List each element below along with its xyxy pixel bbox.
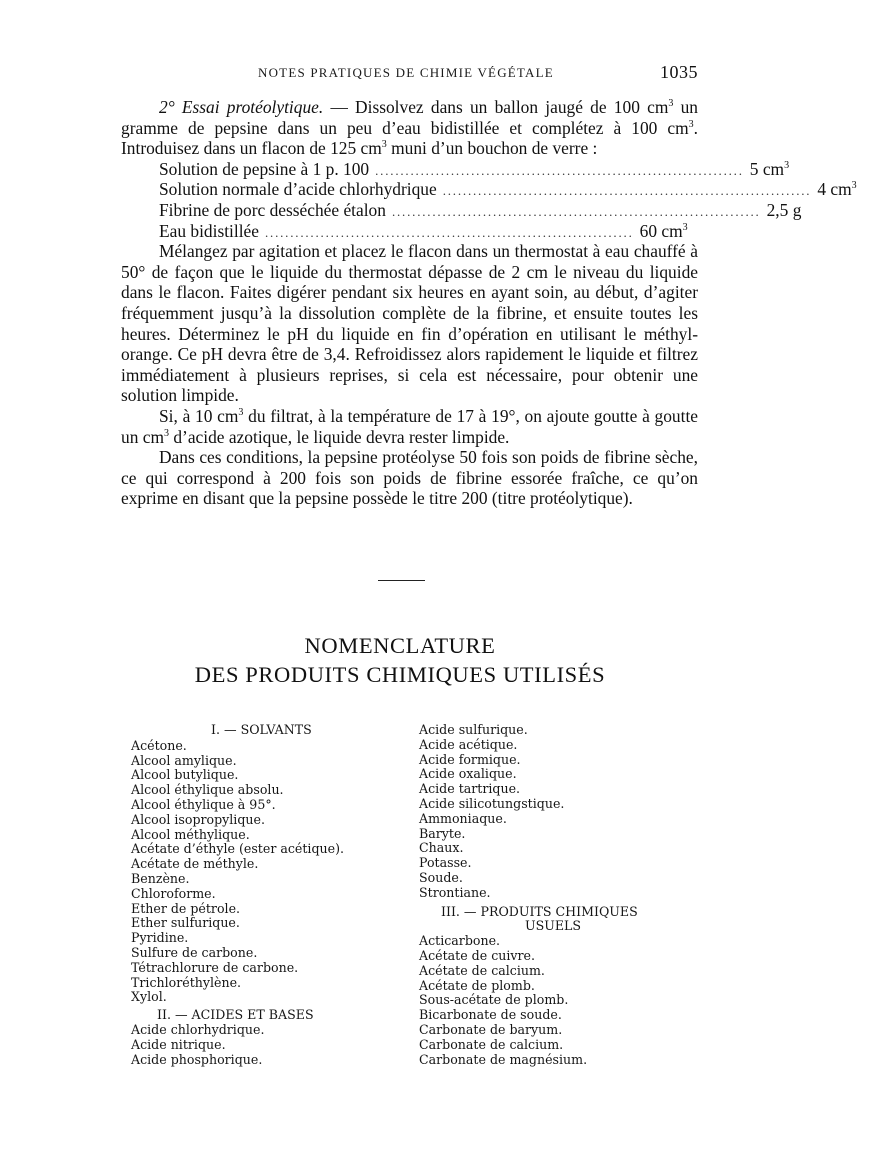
leader-dots: ......................................................................... <box>391 203 761 219</box>
essay-label: 2° Essai protéolytique. <box>159 97 324 117</box>
list-item: Benzène. <box>131 870 190 886</box>
nomenclature-right-column <box>419 723 679 1067</box>
list-item: Acide silicotungstique. <box>419 795 565 811</box>
solvants-list <box>131 739 381 1005</box>
nomenclature-title: NOMENCLATURE <box>304 633 496 658</box>
section-heading-produits: III. — PRODUITS CHIMIQUES <box>441 903 638 919</box>
filtrate-paragraph: Si, à 10 $cm^3$ du filtrat, à la température de 17 à 19°, on ajoute goutte à goutte un $cm^3$ d’acide azotique, le liquide devra rester limpide. <box>121 405 698 447</box>
list-item: Ammoniaque. <box>419 810 507 826</box>
leader-dots: ......................................................................... <box>264 224 634 240</box>
procedure-paragraph: Mélangez par agitation et placez le flacon dans un thermostat à eau chauffé à 50° de façon que le liquide du thermostat dépasse de 2 cm le niveau du liquide dans le flacon. Faites digérer pendant six heures en ayant soin, au début, d’agiter fréquemment jusqu’à la dissolution complète de la fibrine, et ensuite toutes les heures. Déterminez le pH du liquide en fin d’opération en utilisant le méthyl-orange. Ce pH devra être de 3,4. Refroidissez alors rapidement le liquide et filtrez immédiatement à plusieurs reprises, si cela est nécessaire, pour obtenir une solution limpide. <box>121 241 698 406</box>
list-item: Baryte. <box>419 825 466 841</box>
list-item: Alcool isopropylique. <box>131 811 265 827</box>
section-heading-produits-line2: USUELS <box>525 918 582 934</box>
recipe-row <box>121 179 857 200</box>
list-item: Acide phosphorique. <box>131 1051 263 1067</box>
list-item: Acide formique. <box>419 751 521 767</box>
section-heading-acides: II. — ACIDES ET BASES <box>157 1007 314 1023</box>
page-number: 1035 <box>660 62 698 82</box>
list-item: Sulfure de carbone. <box>131 944 258 960</box>
list-item: Tétrachlorure de carbone. <box>131 959 299 975</box>
list-item: Acétate de méthyle. <box>131 856 259 872</box>
list-item: Acide nitrique. <box>131 1036 226 1052</box>
acides-bases-list-continued <box>419 723 679 901</box>
list-item: Acticarbone. <box>419 933 501 949</box>
list-item: Alcool éthylique absolu. <box>131 782 284 798</box>
list-item: Acétate de calcium. <box>419 962 545 978</box>
list-item: Acide tartrique. <box>419 781 521 797</box>
list-item: Chloroforme. <box>131 885 216 901</box>
list-item: Alcool méthylique. <box>131 826 250 842</box>
recipe-name: Solution normale d’acide chlorhydrique <box>159 179 437 200</box>
body-text <box>121 97 857 509</box>
list-item: Strontiane. <box>419 884 491 900</box>
list-item: Acétone. <box>131 737 187 753</box>
produits-list <box>419 934 679 1067</box>
list-item: Acide oxalique. <box>419 766 517 782</box>
list-item: Acide chlorhydrique. <box>131 1021 265 1037</box>
essay-paragraph: 2° Essai protéolytique. — Dissolvez dans un ballon jaugé de 100 $cm^3$ un gramme de pepsine dans un peu d’eau bidistillée et complétez à 100 $cm^3$. Introduisez dans un flacon de 125 $cm^3$ muni d’un bouchon de verre : <box>121 97 698 159</box>
recipe-row <box>121 199 802 221</box>
recipe-qty: 60 $cm^3$ <box>639 220 688 241</box>
recipe-name: Eau bidistillée <box>159 220 259 241</box>
list-item: Ether de pétrole. <box>131 900 241 916</box>
list-item: Alcool éthylique à 95°. <box>131 796 276 812</box>
recipe-qty: 5 $cm^3$ <box>749 158 790 179</box>
list-item: Alcool butylique. <box>131 767 239 783</box>
list-item: Xylol. <box>131 989 167 1005</box>
conclusion-paragraph: Dans ces conditions, la pepsine protéolyse 50 fois son poids de fibrine sèche, ce qui correspond à 200 fois son poids de fibrine essorée fraîche, ce qu’on exprime en disant que la pepsine possède le titre 200 (titre protéolytique). <box>121 447 698 509</box>
list-item: Chaux. <box>419 840 464 856</box>
list-item: Carbonate de calcium. <box>419 1036 564 1052</box>
list-item: Acétate de plomb. <box>419 977 535 993</box>
acides-list <box>131 1023 381 1067</box>
leader-dots: ......................................................................... <box>442 183 812 199</box>
list-item: Pyridine. <box>131 930 189 946</box>
list-item: Acide sulfurique. <box>419 722 528 737</box>
leader-dots: ......................................................................... <box>375 162 744 178</box>
running-header <box>0 62 800 86</box>
list-item: Trichloréthylène. <box>131 974 242 990</box>
list-item: Bicarbonate de soude. <box>419 1007 562 1023</box>
list-item: Acide acétique. <box>419 736 518 752</box>
section-divider <box>378 580 425 581</box>
recipe-row <box>121 158 790 180</box>
list-item: Sous-acétate de plomb. <box>419 992 569 1008</box>
recipe-name: Solution de pepsine à 1 p. 100 <box>159 158 370 179</box>
recipe-row <box>121 221 698 242</box>
list-item: Carbonate de magnésium. <box>419 1051 588 1067</box>
recipe-name: Fibrine de porc desséchée étalon <box>159 199 386 220</box>
section-heading-solvants: I. — SOLVANTS <box>211 722 312 737</box>
list-item: Ether sulfurique. <box>131 915 240 931</box>
running-title: NOTES PRATIQUES DE CHIMIE VÉGÉTALE <box>258 65 554 80</box>
list-item: Alcool amylique. <box>131 752 237 768</box>
list-item: Carbonate de baryum. <box>419 1021 563 1037</box>
recipe-list <box>121 158 857 241</box>
nomenclature-left-column <box>131 723 381 1067</box>
recipe-qty: 2,5 g <box>766 199 802 220</box>
list-item: Acétate d’éthyle (ester acétique). <box>131 841 344 857</box>
list-item: Soude. <box>419 869 463 885</box>
list-item: Potasse. <box>419 855 472 871</box>
nomenclature-subtitle: DES PRODUITS CHIMIQUES UTILISÉS <box>194 662 606 687</box>
list-item: Acétate de cuivre. <box>419 947 535 963</box>
recipe-qty: 4 $cm^3$ <box>817 179 857 200</box>
